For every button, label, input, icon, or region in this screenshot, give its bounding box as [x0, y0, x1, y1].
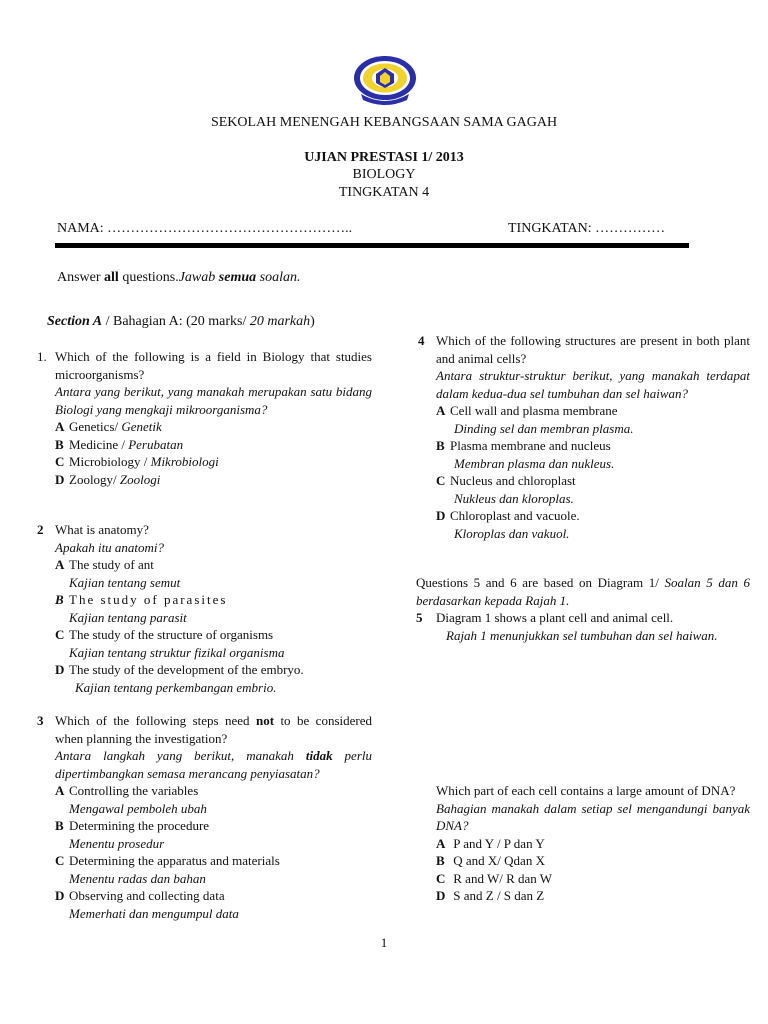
question-number: 5	[416, 610, 423, 625]
option-c[interactable]: C R and W/ R dan W	[436, 870, 553, 886]
option-a[interactable]: A Controlling the variables	[55, 783, 199, 798]
option-d[interactable]: D Zoology/ Zoologi	[55, 471, 161, 487]
question-text-en: Which of the following structures are present in both plant and animal cells?	[436, 333, 750, 366]
class-field[interactable]	[508, 221, 665, 237]
question-2: 2 What is anatomy? Apakah itu anatomi? A The study of ant Kajian tentang semut B The study of parasites Kajian tentang parasit C The study of the structure of organisms Kajian tentang struktur fizikal organisma D The study of the development of the embryo. Kajian tentang perkembangan embrio.	[37, 521, 372, 696]
option-c[interactable]: C The study of the structure of organisms	[55, 627, 274, 642]
subject: BIOLOGY	[352, 167, 416, 182]
question-number: 2	[37, 522, 44, 537]
option-b[interactable]: B The study of parasites	[55, 592, 228, 607]
diagram-1-area	[436, 665, 750, 775]
school-name: SEKOLAH MENENGAH KEBANGSAAN SAMA GAGAH	[210, 115, 558, 130]
level: TINGKATAN 4	[338, 185, 430, 200]
question-1	[37, 348, 372, 488]
exam-title: UJIAN PRESTASI 1/ 2013	[304, 150, 464, 165]
question-text-en: What is anatomy?	[55, 522, 149, 537]
question-3: 3 Which of the following steps need not to be considered when planning the investigation? Antara langkah yang berikut, manakah tidak perlu dipertimbangkan semasa merancang penyiasatan? A Controlling the variables Mengawal pemboleh ubah B Determining the procedure Menentu prosedur C Determining the apparatus and materials Menentu radas dan bahan D Observing and collecting data Memerhati dan mengumpul data	[37, 713, 372, 921]
question-text-ms: Apakah itu anatomi?	[55, 539, 165, 555]
questions-5-6-intro: Questions 5 and 6 are based on Diagram 1/ Soalan 5 dan 6 berdasarkan kepada Rajah 1.	[416, 575, 750, 608]
option-a[interactable]: A P and Y / P dan Y	[436, 835, 545, 851]
option-a[interactable]: A The study of ant	[55, 557, 154, 572]
question-5	[416, 609, 750, 644]
option-b[interactable]: B Plasma membrane and nucleus	[436, 438, 611, 453]
option-d[interactable]: D S and Z / S dan Z	[436, 888, 545, 903]
question-text-ms: Rajah 1 menunjukkan sel tumbuhan dan sel haiwan.	[446, 627, 718, 643]
option-b[interactable]: B Medicine / Perubatan	[55, 436, 184, 452]
option-b[interactable]: B Q and X/ Qdan X	[436, 853, 545, 868]
question-number: 4	[418, 333, 425, 348]
question-text-en: Diagram 1 shows a plant cell and animal cell.	[436, 610, 674, 625]
name-field[interactable]	[57, 221, 352, 237]
option-b[interactable]: B Determining the procedure	[55, 818, 210, 833]
option-a[interactable]: A Cell wall and plasma membrane	[436, 403, 618, 418]
option-d[interactable]: D Observing and collecting data	[55, 888, 225, 903]
question-4: 4 Which of the following structures are present in both plant and animal cells? Antara struktur-struktur berikut, yang manakah terdapat dalam kedua-dua sel tumbuhan dan sel haiwan? A Cell wall and plasma membrane Dinding sel dan membran plasma. B Plasma membrane and nucleus Membran plasma dan nukleus. C Nucleus and chloroplast Nukleus dan kloroplas. D Chloroplast and vacuole. Kloroplas dan vakuol.	[418, 333, 750, 541]
name-label: NAMA:	[57, 221, 104, 236]
option-d[interactable]: D The study of the development of the embryo.	[55, 662, 304, 677]
option-a[interactable]: A Genetics/ Genetik	[55, 419, 162, 434]
question-text-ms: Antara struktur-struktur berikut, yang manakah terdapat dalam kedua-dua sel tumbuhan dan sel haiwan?	[436, 368, 750, 401]
question-text-en: Which of the following is a field in Biology that studies microorganisms?	[55, 349, 372, 382]
header-divider	[55, 243, 689, 248]
question-text-ms: Bahagian manakah dalam setiap sel mengandungi banyak DNA?	[436, 800, 750, 833]
page-number: 1	[380, 935, 388, 950]
question-5-stem	[436, 782, 750, 905]
option-c[interactable]: C Nucleus and chloroplast	[436, 473, 576, 488]
question-number: 3	[37, 713, 44, 728]
name-dots: ……………………………………………..	[107, 221, 353, 236]
class-label: TINGKATAN:	[508, 221, 592, 236]
instruction: Answer all questions.Jawab semua soalan.	[57, 270, 301, 285]
question-text-ms: Antara yang berikut, yang manakah merupakan satu bidang Biologi yang mengkaji mikroorganisma?	[55, 384, 372, 417]
school-crest-logo	[351, 52, 419, 106]
question-text-ms: Antara langkah yang berikut, manakah tidak perlu dipertimbangkan semasa merancang penyiasatan?	[55, 748, 372, 781]
question-text-en: Which of the following steps need not to be considered when planning the investigation?	[55, 713, 372, 746]
question-text-en: Which part of each cell contains a large amount of DNA?	[436, 783, 736, 798]
option-d[interactable]: D Chloroplast and vacuole.	[436, 508, 580, 523]
question-number: 1.	[37, 349, 47, 364]
class-dots: ……………	[595, 221, 666, 236]
option-c[interactable]: C Microbiology / Mikrobiologi	[55, 454, 219, 469]
option-c[interactable]: C Determining the apparatus and materials	[55, 853, 280, 868]
section-heading: Section A / Bahagian A: (20 marks/ 20 markah)	[47, 314, 315, 329]
